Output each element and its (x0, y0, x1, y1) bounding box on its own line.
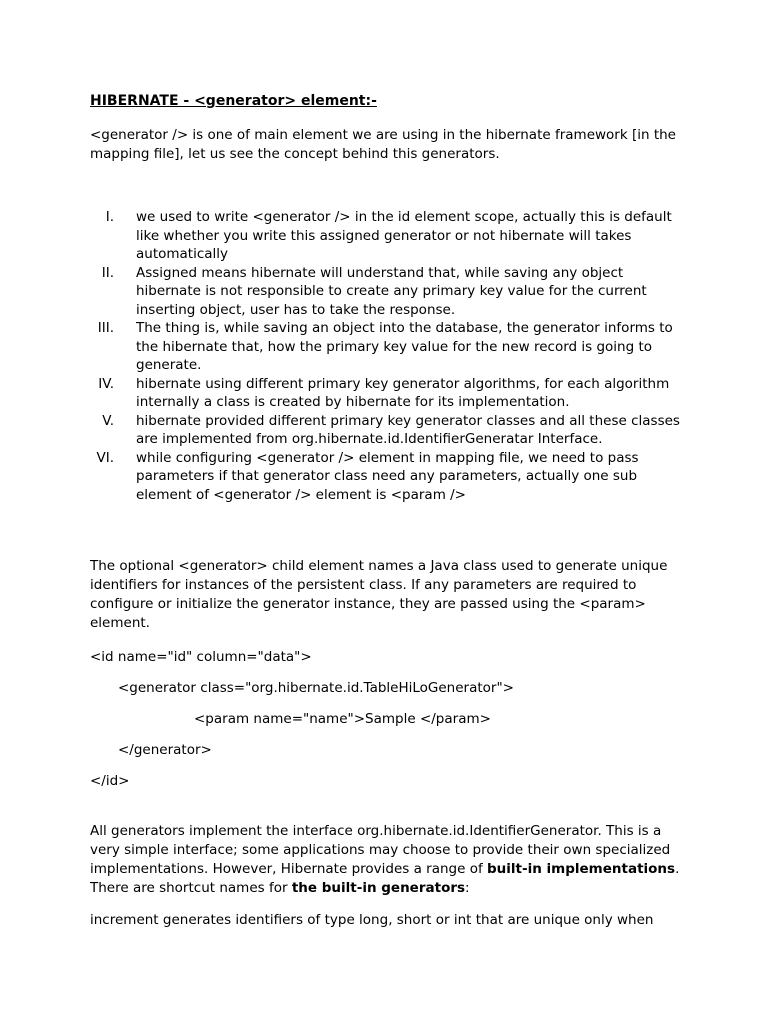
list-item (90, 375, 685, 412)
list-number: IV. (98, 375, 114, 392)
list-item (90, 264, 685, 320)
list-number: II. (101, 264, 114, 281)
bold-text: the built-in generators (291, 880, 466, 896)
code-line-id-open: <id name="id" column="data"> (90, 649, 312, 665)
list-number: VI. (96, 449, 114, 466)
list-item (90, 208, 685, 264)
all-generators-paragraph (90, 822, 685, 898)
code-line-param: <param name="name">Sample </param> (194, 711, 491, 727)
optional-generator-paragraph: The optional <generator> child element names a Java class used to generate unique identifiers for instances of the persistent class. If any parameters are required to configure or initialize the generator instance, they are passed using the <param> element. (90, 558, 668, 631)
list-item (90, 449, 685, 505)
list-item-text: The thing is, while saving an object into the database, the generator informs to the hibernate that, how the primary key value for the new record is going to generate. (136, 320, 673, 373)
text-run: . There are shortcut names for (90, 861, 680, 896)
list-item-text: we used to write <generator /> in the id element scope, actually this is default like whether you write this assigned generator or not hibernate will takes automatically (136, 209, 672, 262)
list-item-text: hibernate using different primary key generator algorithms, for each algorithm internally a class is created by hibernate for its implementation. (136, 375, 670, 410)
intro-paragraph: <generator /> is one of main element we are using in the hibernate framework [in the mapping file], let us see the concept behind this generators. (90, 127, 676, 162)
code-line-generator-close: </generator> (118, 742, 212, 758)
text-run: All generators implement the interface org.hibernate.id.IdentifierGenerator. This is a very simple interface; some applications may choose to provide their own specialized implementations. However, Hibernate provides a range of (90, 823, 671, 877)
code-line-id-close: </id> (90, 773, 130, 789)
roman-list (90, 208, 685, 504)
increment-paragraph (90, 911, 685, 930)
increment-term: increment (90, 912, 159, 928)
list-item (90, 319, 685, 375)
list-item-text: hibernate provided different primary key generator classes and all these classes are implemented from org.hibernate.id.IdentifierGeneratar Interface. (136, 412, 680, 447)
list-item (90, 412, 685, 449)
code-line-generator-open: <generator class="org.hibernate.id.TableHiLoGenerator"> (118, 680, 514, 696)
bold-text: built-in implementations (487, 861, 676, 877)
page-title: HIBERNATE - <generator> element:- (90, 93, 377, 109)
list-number: I. (105, 209, 114, 225)
list-item-text: Assigned means hibernate will understand that, while saving any object hibernate is not responsible to create any primary key value for the current inserting object, user has to take the response. (136, 264, 647, 318)
list-number: V. (102, 412, 114, 429)
text-run: : (465, 880, 470, 896)
list-item-text: while configuring <generator /> element in mapping file, we need to pass parameters if that generator class need any parameters, actually one sub element of <generator /> element is <param /> (136, 449, 639, 503)
list-number: III. (97, 320, 114, 336)
increment-text: generates identifiers of type long, short or int that are unique only when (162, 912, 654, 928)
